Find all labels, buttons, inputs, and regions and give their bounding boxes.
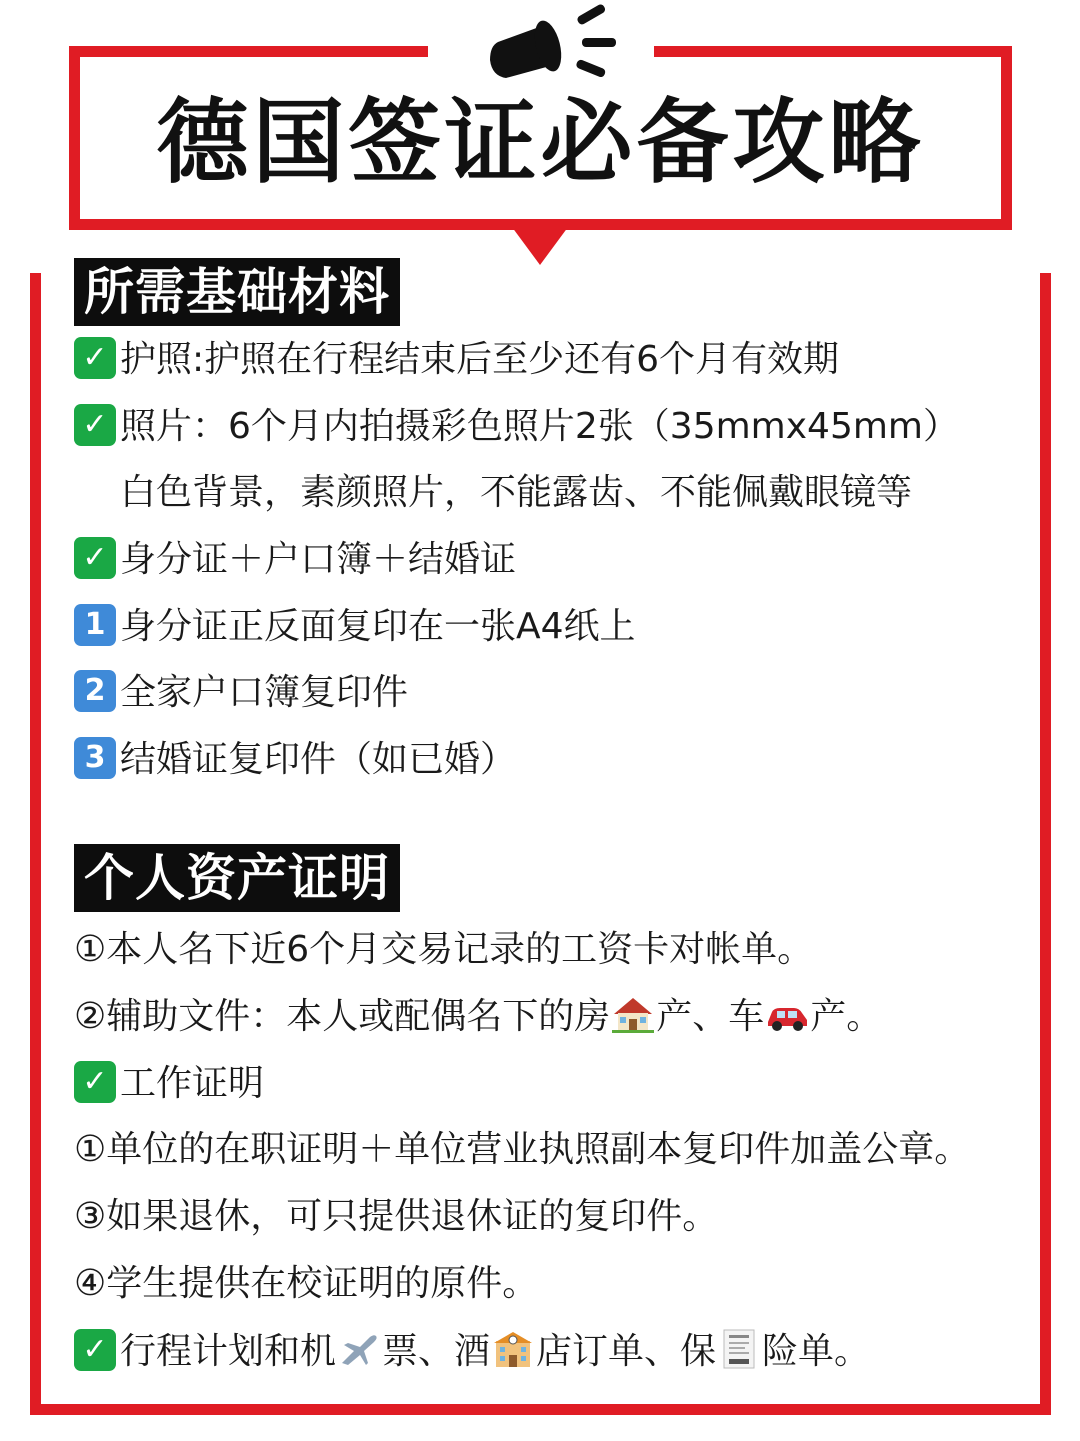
- airplane-icon: [336, 1329, 382, 1369]
- item-text: 险单。: [762, 1331, 871, 1372]
- house-icon: [610, 994, 656, 1034]
- item-text: ④学生提供在校证明的原件。: [74, 1263, 539, 1304]
- item-text: 行程计划和机: [120, 1331, 337, 1372]
- list-item: [74, 602, 636, 652]
- receipt-icon: [716, 1329, 762, 1369]
- car-icon: [764, 994, 810, 1034]
- item-text: 白色背景，素颜照片，不能露齿、不能佩戴眼镜等: [120, 472, 913, 513]
- list-item: [74, 735, 516, 785]
- item-text: 产、车: [656, 996, 765, 1037]
- item-text: 照片：6个月内拍摄彩色照片2张（35mmx45mm）: [120, 406, 960, 447]
- list-item: [74, 335, 839, 385]
- number-badge: 2: [74, 670, 116, 712]
- item-text: 店订单、保: [536, 1331, 717, 1372]
- list-item: [74, 668, 408, 718]
- title-pointer: [509, 223, 571, 265]
- item-text: 工作证明: [120, 1063, 265, 1104]
- list-item: [74, 992, 882, 1042]
- list-item: [74, 1192, 718, 1242]
- megaphone-icon: [480, 4, 630, 94]
- section-heading-asset-proof: 个人资产证明: [74, 844, 400, 912]
- check-mark-icon: ✓: [74, 537, 116, 579]
- item-text: 票、酒: [382, 1331, 491, 1372]
- check-mark-icon: ✓: [74, 404, 116, 446]
- number-badge: 3: [74, 737, 116, 779]
- section-heading-basic-materials: 所需基础材料: [74, 258, 400, 326]
- list-item: [74, 925, 813, 975]
- list-item-continued: [120, 468, 912, 518]
- list-item: [74, 1259, 538, 1309]
- check-mark-icon: ✓: [74, 337, 116, 379]
- list-item: [74, 402, 959, 452]
- list-item: [74, 535, 516, 585]
- item-text: ①本人名下近6个月交易记录的工资卡对帐单。: [74, 929, 814, 970]
- item-text: 护照:护照在行程结束后至少还有6个月有效期: [120, 339, 840, 380]
- page-title: 德国签证必备攻略: [156, 89, 925, 196]
- item-text: ①单位的在职证明＋单位营业执照副本复印件加盖公章。: [74, 1129, 971, 1170]
- item-text: 身分证＋户口簿＋结婚证: [120, 539, 517, 580]
- list-item: [74, 1327, 870, 1377]
- item-text: ③如果退休，可只提供退休证的复印件。: [74, 1196, 719, 1237]
- item-text: 全家户口簿复印件: [120, 672, 409, 713]
- item-text: 结婚证复印件（如已婚）: [120, 739, 517, 780]
- check-mark-icon: ✓: [74, 1061, 116, 1103]
- hotel-icon: [490, 1329, 536, 1369]
- check-mark-icon: ✓: [74, 1329, 116, 1371]
- item-text: ②辅助文件：本人或配偶名下的房: [74, 996, 611, 1037]
- list-item: [74, 1059, 264, 1109]
- list-item: [74, 1125, 970, 1175]
- item-text: 身分证正反面复印在一张A4纸上: [120, 606, 636, 647]
- number-badge: 1: [74, 604, 116, 646]
- item-text: 产。: [810, 996, 883, 1037]
